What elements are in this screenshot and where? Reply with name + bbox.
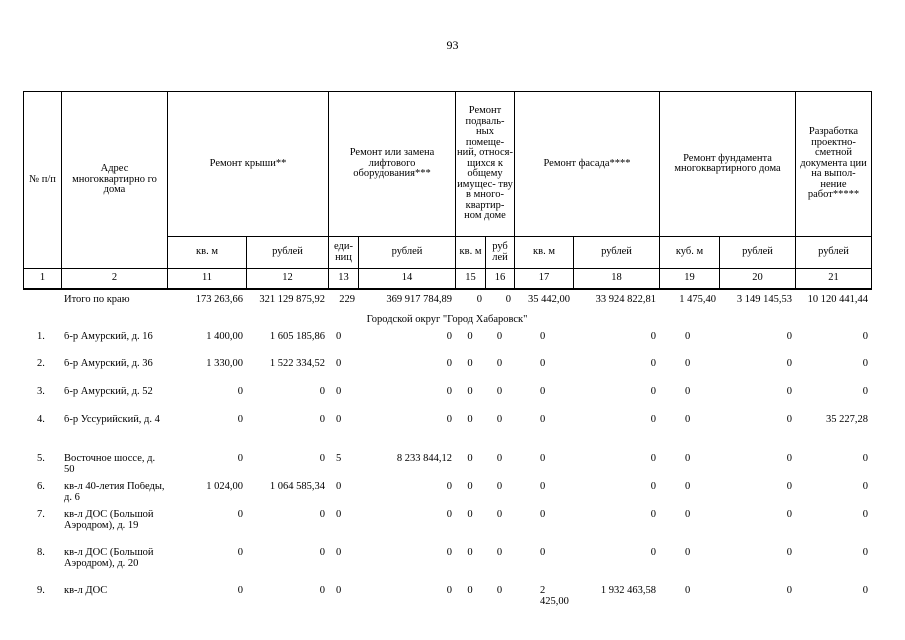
table-row — [23, 359, 871, 387]
col-number: 21 — [796, 269, 872, 289]
row-value: 0 — [786, 359, 792, 369]
row-value: 0 — [786, 548, 792, 558]
unit-roof-area: кв. м — [168, 237, 247, 269]
row-value: 0 — [446, 387, 452, 397]
table-body — [23, 288, 871, 610]
row-value: 0 — [496, 359, 503, 369]
row-number: 7. — [37, 510, 45, 520]
row-value: 0 — [862, 510, 868, 520]
total-empty — [23, 288, 61, 312]
row-value: 0 — [685, 510, 691, 520]
row-value: 0 — [496, 548, 503, 558]
row-value: 0 — [540, 332, 546, 342]
unit-elev-units: еди- ниц — [329, 237, 359, 269]
total-value: 173 263,66 — [195, 293, 243, 305]
row-value: 0 — [467, 510, 473, 520]
row-value: 2 425,00 — [540, 586, 569, 607]
row-number: 9. — [37, 586, 45, 596]
row-value: 0 — [467, 332, 473, 342]
row-value: 0 — [336, 332, 342, 342]
row-value: 0 — [446, 586, 452, 596]
unit-elev-rub: рублей — [359, 237, 456, 269]
row-value: 0 — [446, 510, 452, 520]
table-row — [23, 548, 871, 586]
row-address: Восточное шоссе, д. 50 — [64, 454, 156, 475]
row-value: 0 — [319, 415, 325, 425]
row-value: 0 — [786, 415, 792, 425]
row-value: 0 — [862, 332, 868, 342]
row-value: 0 — [786, 387, 792, 397]
row-value: 0 — [467, 415, 473, 425]
table-row — [23, 482, 871, 510]
total-value: 1 475,40 — [679, 293, 716, 305]
row-address: б-р Уссурийский, д. 4 — [64, 415, 160, 425]
row-value: 0 — [446, 482, 452, 492]
total-value: 0 — [505, 293, 511, 305]
row-value: 0 — [540, 482, 546, 492]
row-value: 5 — [336, 454, 342, 464]
total-row — [23, 288, 871, 312]
row-value: 0 — [685, 332, 691, 342]
row-value: 0 — [862, 482, 868, 492]
row-value: 0 — [319, 387, 325, 397]
col-number: 17 — [515, 269, 574, 289]
row-value: 0 — [319, 548, 325, 558]
table-header — [23, 91, 872, 290]
row-value: 0 — [685, 359, 691, 369]
row-value: 0 — [685, 482, 691, 492]
header-col-basement: Ремонт подваль- ных помеще- ний, относя- щихся к общему имущес- тву в много- квартир- ном доме — [456, 92, 515, 237]
row-value: 0 — [336, 387, 342, 397]
col-number: 11 — [168, 269, 247, 289]
row-value: 0 — [862, 387, 868, 397]
row-value: 0 — [650, 510, 656, 520]
row-value: 0 — [786, 482, 792, 492]
row-number: 6. — [37, 482, 45, 492]
row-value: 1 330,00 — [206, 359, 243, 369]
row-value: 0 — [650, 548, 656, 558]
table-row — [23, 586, 871, 610]
row-value: 1 400,00 — [206, 332, 243, 342]
row-address: кв-л 40-летия Победы, д. 6 — [64, 482, 165, 503]
row-address: кв-л ДОС (Большой Аэродром), д. 20 — [64, 548, 154, 569]
row-value: 0 — [540, 415, 546, 425]
row-number: 1. — [37, 332, 45, 342]
row-address: кв-л ДОС (Большой Аэродром), д. 19 — [64, 510, 154, 531]
section-row — [23, 312, 871, 332]
row-number: 5. — [37, 454, 45, 464]
col-number: 14 — [359, 269, 456, 289]
col-number: 20 — [720, 269, 796, 289]
unit-roof-rub: рублей — [247, 237, 329, 269]
col-number: 16 — [486, 269, 515, 289]
section-title: Городской округ "Город Хабаровск" — [366, 314, 528, 325]
row-value: 0 — [862, 586, 868, 596]
row-value: 0 — [467, 359, 473, 369]
header-col-foundation: Ремонт фундамента многоквартирного дома — [660, 92, 796, 237]
row-number: 4. — [37, 415, 45, 425]
row-value: 0 — [786, 586, 792, 596]
row-address: кв-л ДОС — [64, 586, 108, 596]
total-value: 35 442,00 — [528, 293, 570, 305]
row-value: 1 522 334,52 — [269, 359, 325, 369]
row-address: б-р Амурский, д. 52 — [64, 387, 153, 397]
row-value: 1 024,00 — [206, 482, 243, 492]
row-value: 0 — [336, 586, 342, 596]
row-value: 0 — [650, 482, 656, 492]
col-number: 12 — [247, 269, 329, 289]
row-value: 0 — [786, 454, 792, 464]
row-value: 0 — [446, 332, 452, 342]
row-value: 0 — [650, 359, 656, 369]
row-value: 0 — [540, 454, 546, 464]
row-value: 1 064 585,34 — [269, 482, 325, 492]
row-number: 3. — [37, 387, 45, 397]
row-number: 8. — [37, 548, 45, 558]
row-value: 0 — [336, 359, 342, 369]
row-value: 0 — [862, 359, 868, 369]
table-row — [23, 454, 871, 482]
row-value: 0 — [685, 586, 691, 596]
header-col-address: Адрес многоквартирно го дома — [62, 92, 168, 269]
row-value: 1 932 463,58 — [600, 586, 656, 596]
row-value: 35 227,28 — [826, 415, 868, 425]
header-col-elevator: Ремонт или замена лифтового оборудования*** — [329, 92, 456, 237]
row-value: 0 — [496, 332, 503, 342]
row-value: 0 — [467, 548, 473, 558]
row-value: 0 — [446, 548, 452, 558]
row-value: 0 — [685, 548, 691, 558]
unit-found-vol: куб. м — [660, 237, 720, 269]
header-col-facade: Ремонт фасада**** — [515, 92, 660, 237]
row-value: 0 — [237, 415, 243, 425]
row-value: 0 — [336, 482, 342, 492]
col-number: 18 — [574, 269, 660, 289]
row-value: 0 — [496, 415, 503, 425]
row-value: 0 — [786, 510, 792, 520]
row-number: 2. — [37, 359, 45, 369]
col-number: 13 — [329, 269, 359, 289]
unit-fac-area: кв. м — [515, 237, 574, 269]
col-number: 2 — [62, 269, 168, 289]
total-value: 33 924 822,81 — [595, 293, 656, 305]
table-row — [23, 387, 871, 415]
row-value: 0 — [467, 586, 473, 596]
unit-base-area: кв. м — [456, 237, 486, 269]
row-value: 0 — [540, 510, 546, 520]
col-number: 19 — [660, 269, 720, 289]
table-row — [23, 415, 871, 454]
row-value: 0 — [862, 548, 868, 558]
row-value: 0 — [237, 387, 243, 397]
total-value: 321 129 875,92 — [259, 293, 325, 305]
row-value: 0 — [540, 387, 546, 397]
row-value: 0 — [336, 415, 342, 425]
row-address: б-р Амурский, д. 36 — [64, 359, 153, 369]
row-value: 0 — [237, 454, 243, 464]
row-value: 0 — [319, 586, 325, 596]
unit-fac-rub: рублей — [574, 237, 660, 269]
total-value: 369 917 784,89 — [386, 293, 452, 305]
row-value: 0 — [467, 454, 473, 464]
row-value: 0 — [319, 454, 325, 464]
row-value: 0 — [237, 510, 243, 520]
row-value: 0 — [786, 332, 792, 342]
row-value: 0 — [496, 510, 503, 520]
table-row — [23, 332, 871, 359]
row-value: 0 — [496, 586, 503, 596]
header-col-number: № п/п — [24, 92, 62, 269]
header-col-roof: Ремонт крыши** — [168, 92, 329, 237]
row-value: 0 — [685, 454, 691, 464]
table-row — [23, 510, 871, 548]
total-value: 3 149 145,53 — [736, 293, 792, 305]
header-col-design: Разработка проектно- сметной документа ции на выпол- нение работ***** — [796, 92, 872, 237]
row-value: 0 — [685, 415, 691, 425]
row-value: 0 — [467, 482, 473, 492]
row-value: 0 — [237, 586, 243, 596]
total-value: 229 — [339, 293, 355, 305]
unit-design-rub: рублей — [796, 237, 872, 269]
row-value: 0 — [650, 415, 656, 425]
unit-base-rub: руб лей — [486, 237, 515, 269]
row-value: 0 — [467, 387, 473, 397]
row-value: 0 — [862, 454, 868, 464]
row-value: 0 — [496, 482, 503, 492]
row-value: 8 233 844,12 — [396, 454, 452, 464]
total-value: 10 120 441,44 — [807, 293, 868, 305]
row-value: 0 — [446, 359, 452, 369]
row-value: 0 — [650, 387, 656, 397]
row-value: 0 — [237, 548, 243, 558]
row-value: 0 — [650, 454, 656, 464]
row-value: 0 — [540, 548, 546, 558]
row-value: 0 — [336, 548, 342, 558]
row-value: 0 — [540, 359, 546, 369]
total-label: Итого по краю — [64, 293, 130, 305]
row-value: 1 605 185,86 — [269, 332, 325, 342]
row-value: 0 — [496, 387, 503, 397]
row-value: 0 — [446, 415, 452, 425]
row-address: б-р Амурский, д. 16 — [64, 332, 153, 342]
row-value: 0 — [319, 510, 325, 520]
page-number: 93 — [446, 38, 459, 52]
row-value: 0 — [496, 454, 503, 464]
row-value: 0 — [685, 387, 691, 397]
total-value: 0 — [476, 293, 482, 305]
col-number: 1 — [24, 269, 62, 289]
col-number: 15 — [456, 269, 486, 289]
unit-found-rub: рублей — [720, 237, 796, 269]
row-value: 0 — [650, 332, 656, 342]
row-value: 0 — [336, 510, 342, 520]
